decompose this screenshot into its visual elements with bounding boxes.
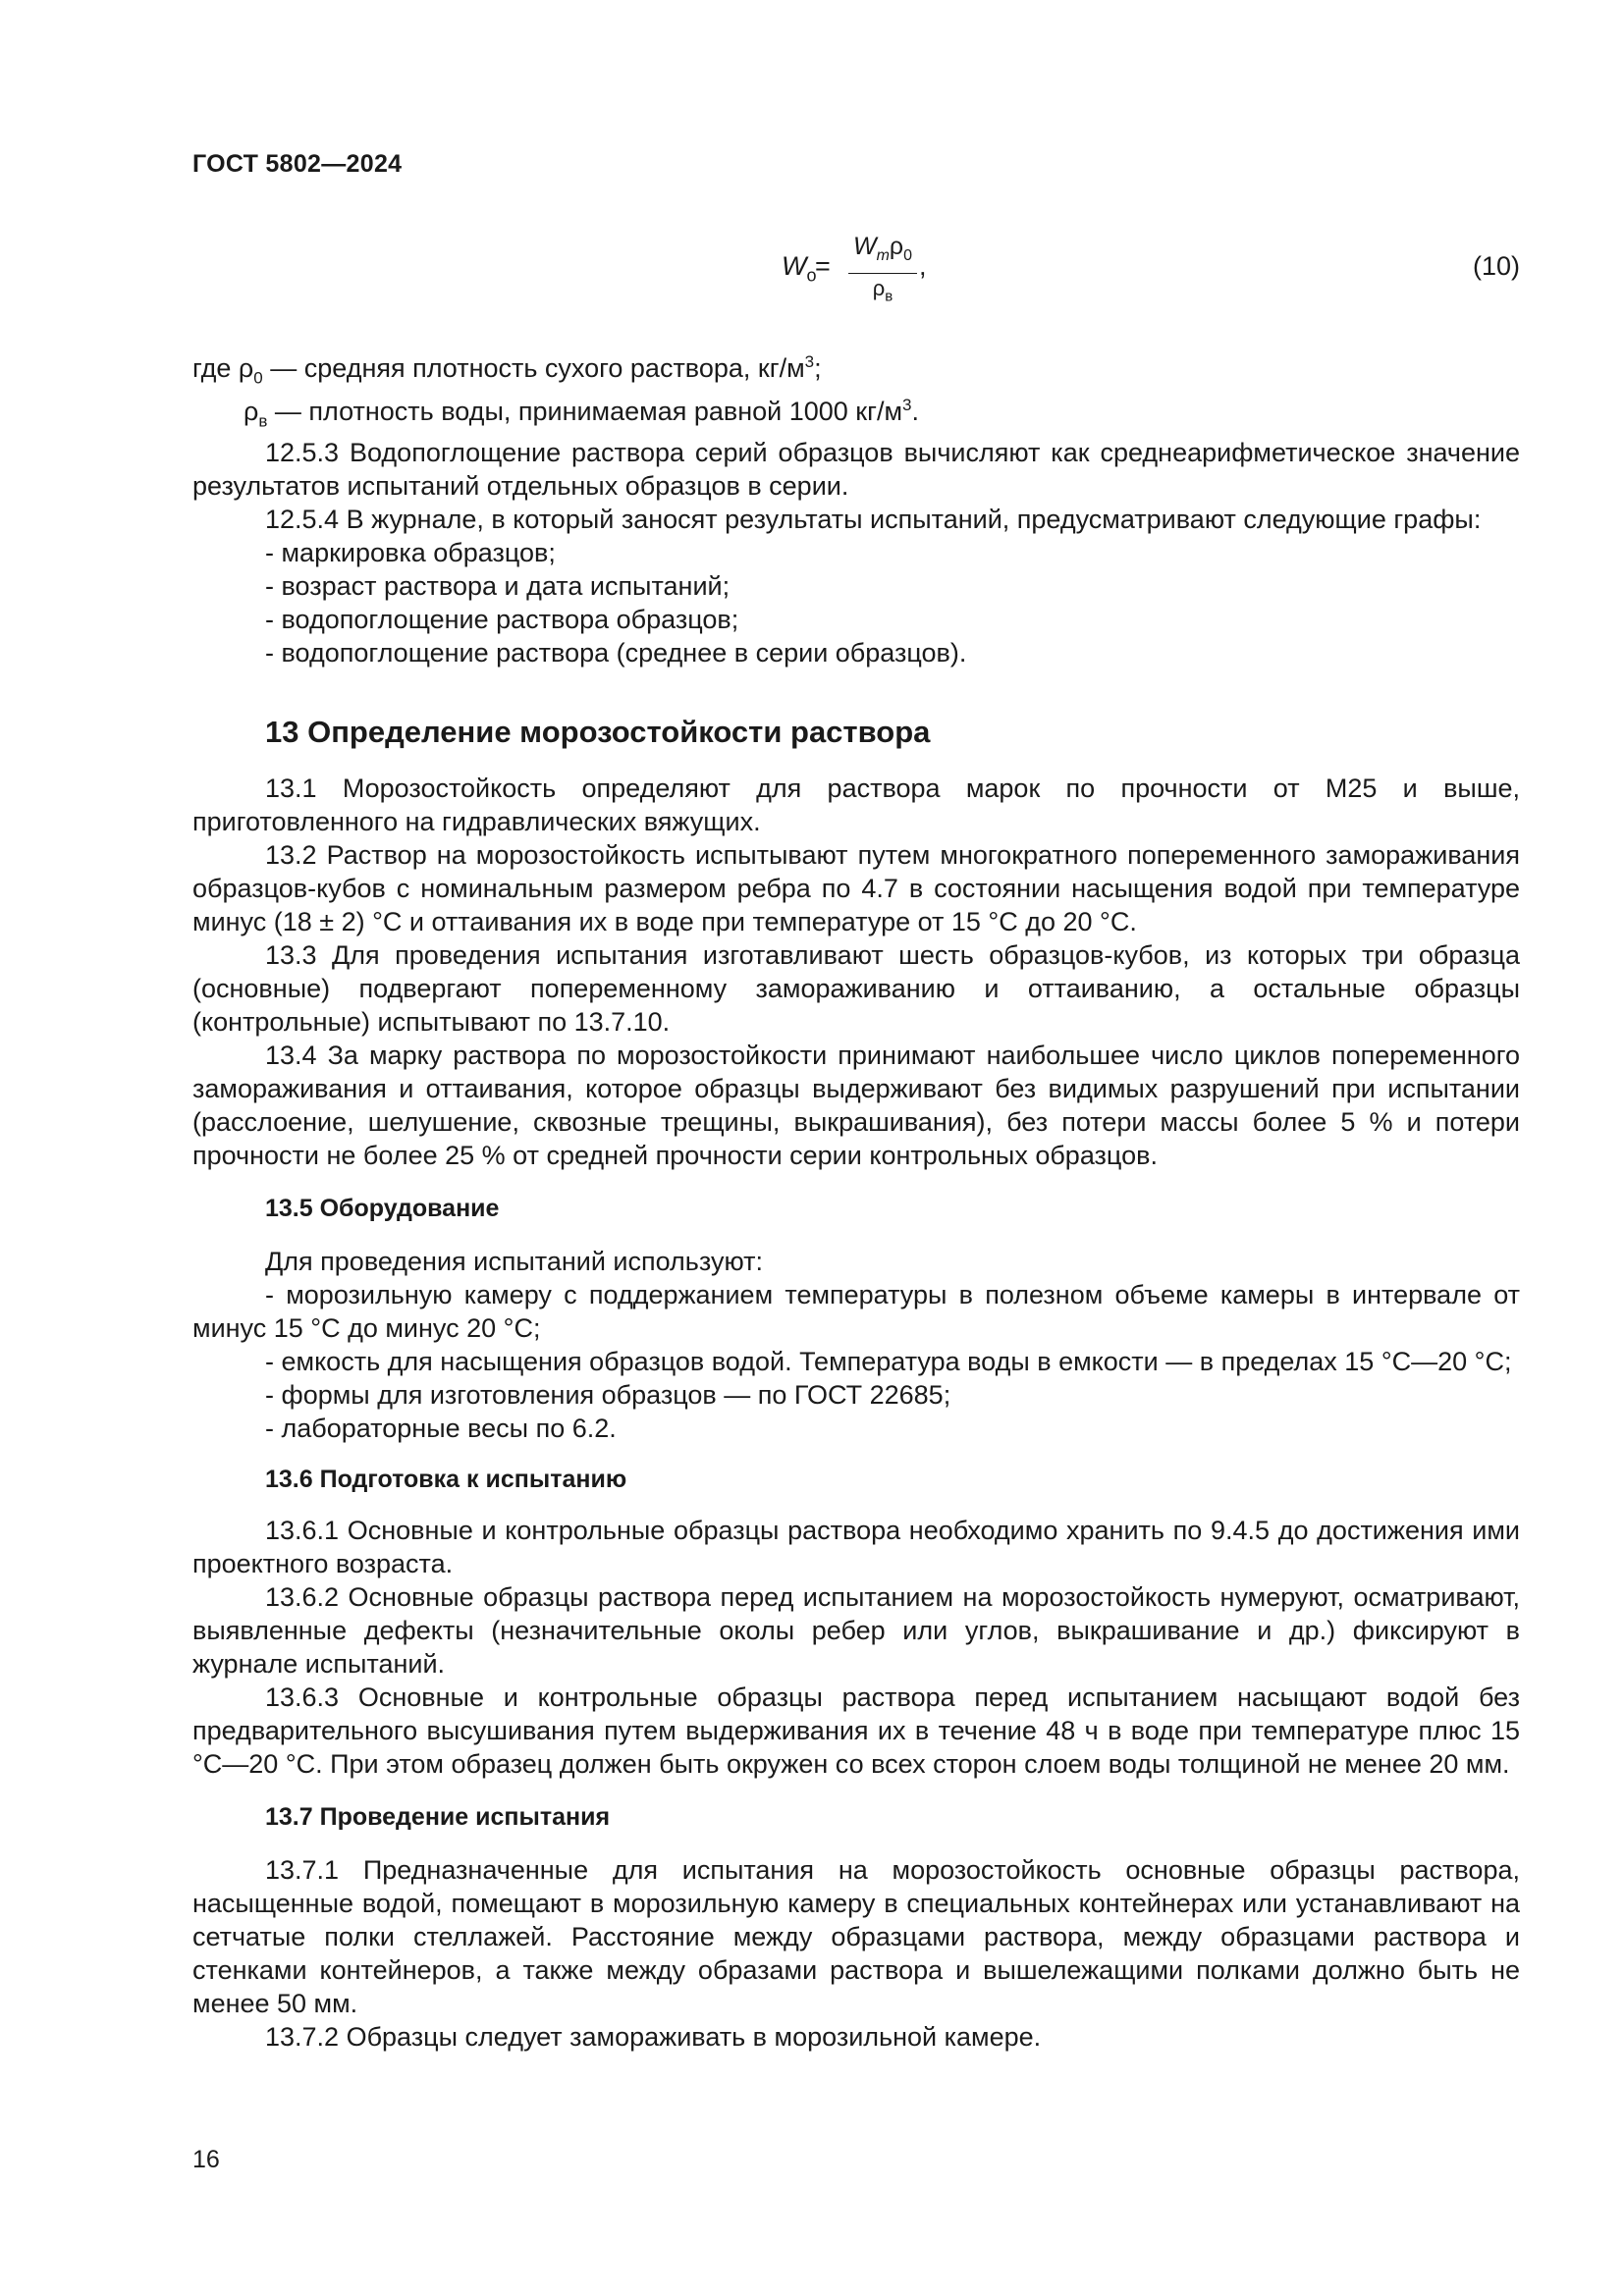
paragraph-13-6-2: 13.6.2 Основные образцы раствора перед испытанием на морозостойкость нумеруют, осматривают, выявленные дефекты (незначительные околы ребер или углов, выкрашивание и др.) фиксируют в журнале испытаний. bbox=[192, 1582, 1520, 1679]
list-item: - водопоглощение раствора (среднее в серии образцов). bbox=[265, 638, 967, 667]
list-item: - маркировка образцов; bbox=[265, 538, 556, 567]
formula-numerator: $W_m\rho_0$ bbox=[848, 232, 917, 274]
paragraph-13-4: 13.4 За марку раствора по морозостойкости принимают наибольшее число циклов попеременного замораживания и оттаивания, которое образцы выдерживают без видимых разрушений при испытании (расслоение, шелушение, сквозные трещины, выкрашивания), без потери массы более 5 % и потери прочности не более 25 % от средней прочности серии контрольных образцов. bbox=[192, 1041, 1520, 1170]
formula-fraction bbox=[848, 232, 917, 311]
subsection-heading-13-5: 13.5 Оборудование bbox=[265, 1195, 500, 1222]
list-item: - возраст раствора и дата испытаний; bbox=[265, 571, 731, 601]
paragraph-13-7-2: 13.7.2 Образцы следует замораживать в морозильной камере. bbox=[265, 2022, 1042, 2052]
formula-10 bbox=[782, 232, 1520, 310]
formula-equals: = bbox=[815, 251, 831, 281]
paragraph-13-6-3: 13.6.3 Основные и контрольные образцы раствора перед испытанием насыщают водой без предварительного высушивания путем выдерживания их в течение 48 ч в воде при температуре плюс 15 °С—20 °С. При этом образец должен быть окружен со всех сторон слоем воды толщиной не менее 20 мм. bbox=[192, 1682, 1520, 1779]
document-page bbox=[192, 0, 1520, 2296]
paragraph-13-1: 13.1 Морозостойкость определяют для раствора марок по прочности от М25 и выше, приготовленного на гидравлических вяжущих. bbox=[192, 774, 1520, 836]
paragraph-13-3: 13.3 Для проведения испытания изготавливают шесть образцов-кубов, из которых три образца (основные) подвергают попеременному замораживанию и оттаиванию, а остальные образцы (контрольные) испытывают по 13.7.10. bbox=[192, 940, 1520, 1037]
list-item: - емкость для насыщения образцов водой. Температура воды в емкости — в пределах 15 °С—20 °С; bbox=[265, 1347, 1512, 1376]
paragraph-12-5-3: 12.5.3 Водопоглощение раствора серий образцов вычисляют как среднеарифметическое значение результатов испытаний отдельных образцов в серии. bbox=[192, 438, 1520, 501]
formula-comma: , bbox=[919, 251, 927, 281]
paragraph-13-7-1: 13.7.1 Предназначенные для испытания на морозостойкость основные образцы раствора, насыщенные водой, помещают в морозильную камеру в специальных контейнерах или устанавливают на сетчатые полки стеллажей. Расстояние между образцами раствора, между образцами раствора и стенками контейнеров, а также между образами раствора и вышележащими полками должно быть не менее 50 мм. bbox=[192, 1855, 1520, 2018]
list-item: - водопоглощение раствора образцов; bbox=[265, 605, 739, 634]
formula-lhs: $W_о$ bbox=[782, 251, 817, 286]
list-item: - лабораторные весы по 6.2. bbox=[265, 1414, 617, 1443]
definition-rho0: где $\rho_0$ — средняя плотность сухого раствора, $кг/м^3$; bbox=[192, 352, 822, 388]
page-number: 16 bbox=[192, 2146, 220, 2173]
section-heading-13: 13 Определение морозостойкости раствора bbox=[265, 715, 931, 749]
formula-definitions bbox=[192, 346, 1520, 432]
subsection-heading-13-6: 13.6 Подготовка к испытанию bbox=[265, 1466, 627, 1493]
subsection-heading-13-7: 13.7 Проведение испытания bbox=[265, 1803, 611, 1831]
formula-number: (10) bbox=[1472, 251, 1520, 281]
paragraph-13-5-intro: Для проведения испытаний используют: bbox=[265, 1247, 763, 1276]
paragraph-13-2: 13.2 Раствор на морозостойкость испытывают путем многократного попеременного замораживания образцов-кубов с номинальным размером ребра по 4.7 в состоянии насыщения водой при температуре минус (18 ± 2) °С и оттаивания их в воде при температуре от 15 °С до 20 °С. bbox=[192, 840, 1520, 936]
paragraph-12-5-4: 12.5.4 В журнале, в который заносят результаты испытаний, предусматривают следующие графы: bbox=[265, 505, 1482, 534]
list-item: - морозильную камеру с поддержанием температуры в полезном объеме камеры в интервале от минус 15 °С до минус 20 °С; bbox=[192, 1280, 1520, 1343]
paragraph-13-6-1: 13.6.1 Основные и контрольные образцы раствора необходимо хранить по 9.4.5 до достижения ими проектного возраста. bbox=[192, 1516, 1520, 1578]
list-item: - формы для изготовления образцов — по ГОСТ 22685; bbox=[265, 1380, 951, 1410]
section-13-block bbox=[192, 713, 1520, 2054]
document-header: ГОСТ 5802—2024 bbox=[192, 150, 403, 178]
formula-denominator: $\rho_в$ bbox=[872, 276, 893, 305]
definition-rhob: $\rho_в$ — плотность воды, принимаемая равной 1000 $кг/м^3$. bbox=[244, 396, 920, 431]
section-12-5-block bbox=[192, 436, 1520, 669]
